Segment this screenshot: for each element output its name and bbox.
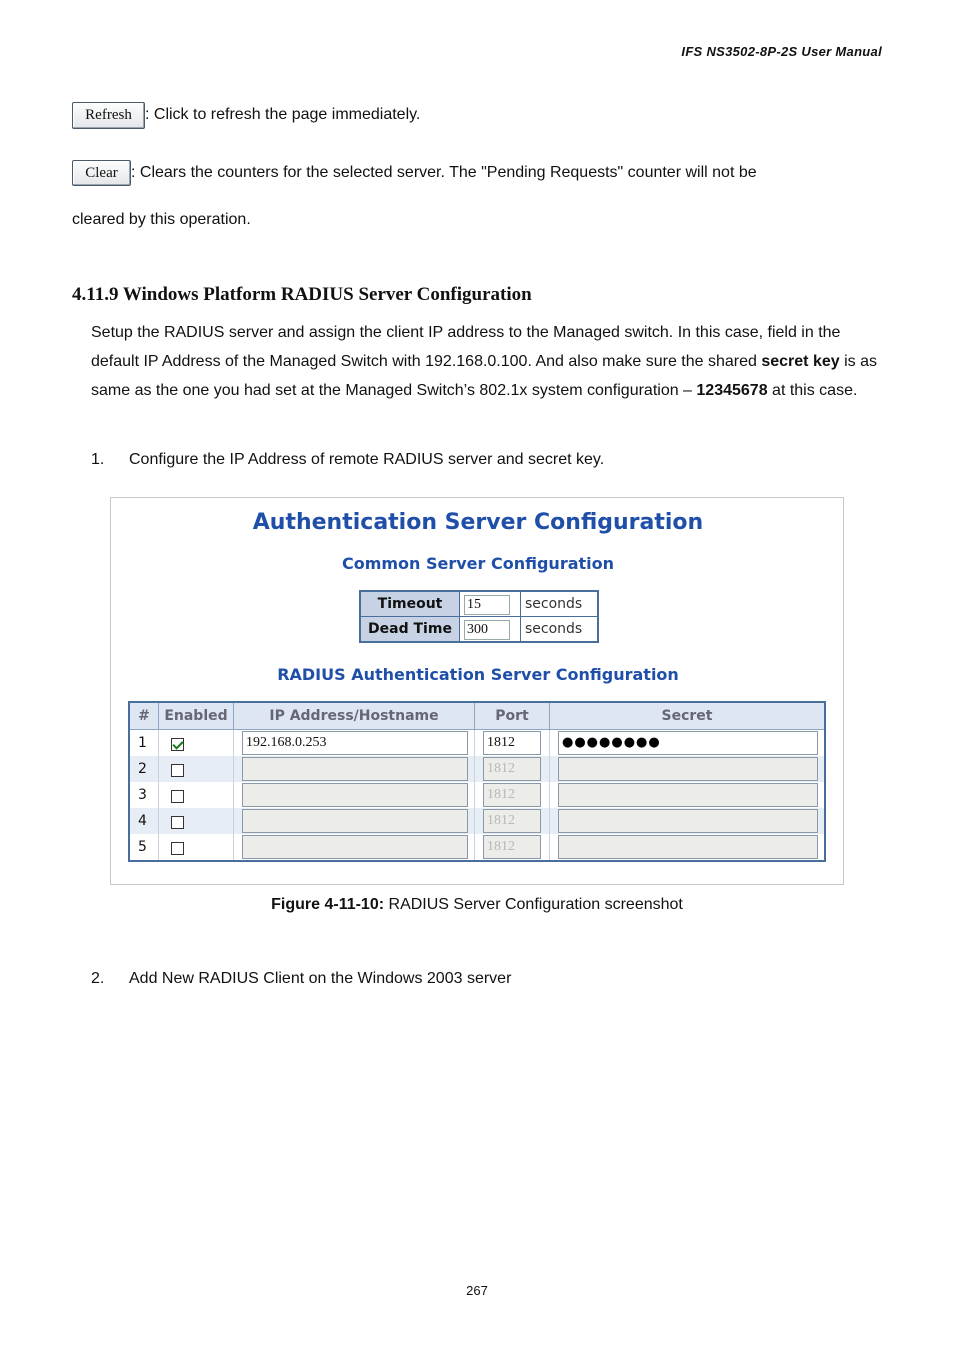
col-secret: Secret [550,702,826,730]
ip-address-input[interactable] [242,835,468,859]
figure-label: Figure 4-11-10: [271,896,385,913]
secret-input[interactable]: ●●●●●●●● [558,731,818,755]
secret-key-term: secret key [761,353,840,370]
table-row [129,834,825,861]
manual-header: IFS NS3502-8P-2S User Manual [681,44,882,59]
section-title: 4.11.9 Windows Platform RADIUS Server Configuration [72,284,532,305]
timeout-unit: seconds [521,591,599,617]
col-port: Port [475,702,550,730]
ip-address-input[interactable] [242,809,468,833]
secret-input[interactable] [558,783,818,807]
radius-auth-config-title: RADIUS Authentication Server Configuration [277,665,679,684]
step-1 [91,449,605,471]
timeout-input[interactable]: 15 [464,595,510,615]
enabled-checkbox[interactable] [171,816,184,829]
enabled-checkbox[interactable] [171,842,184,855]
deadtime-row [360,617,598,643]
table-header [129,702,825,730]
table-row [129,756,825,782]
row-number: 1 [129,730,159,757]
port-input[interactable]: 1812 [483,757,541,781]
step-number: 1. [91,451,105,468]
figure-caption-text: RADIUS Server Configuration screenshot [384,896,683,913]
refresh-button[interactable]: Refresh [72,102,145,129]
common-server-config-title: Common Server Configuration [341,554,615,573]
ip-address-input[interactable] [242,757,468,781]
port-input[interactable]: 1812 [483,731,541,755]
col-ip-address: IP Address/Hostname [234,702,475,730]
port-input[interactable]: 1812 [483,783,541,807]
secret-input[interactable] [558,835,818,859]
deadtime-unit: seconds [521,617,599,643]
enabled-checkbox[interactable] [171,738,184,751]
clear-button[interactable]: Clear [72,160,131,186]
table-row [129,808,825,834]
refresh-description [72,102,420,129]
clear-description-text: : Clears the counters for the selected server. The "Pending Requests" counter will not be [131,164,757,181]
refresh-description-text: : Click to refresh the page immediately. [145,106,421,123]
row-number: 3 [129,782,159,808]
page-number: 267 [466,1283,488,1298]
step-number: 2. [91,970,105,987]
secret-input[interactable] [558,809,818,833]
step-text: Add New RADIUS Client on the Windows 2003 server [129,970,512,987]
step-text: Configure the IP Address of remote RADIUS server and secret key. [129,451,605,468]
secret-key-value: 12345678 [696,382,768,399]
deadtime-input[interactable]: 300 [464,620,510,640]
auth-server-config-title: Authentication Server Configuration [252,510,704,535]
table-row [129,782,825,808]
step-2 [91,968,512,990]
figure-caption [0,896,954,914]
clear-description [72,160,757,186]
col-num: # [129,702,159,730]
deadtime-label: Dead Time [360,617,460,643]
clear-description-line2: cleared by this operation. [72,211,251,228]
table-row [129,730,825,757]
row-number: 2 [129,756,159,782]
ip-address-input[interactable]: 192.168.0.253 [242,731,468,755]
col-enabled: Enabled [159,702,234,730]
section-paragraph: Setup the RADIUS server and assign the client IP address to the Managed switch. In this case, field in the default IP Address of the Managed Switch with 192.168.0.100. And also make sure the shared secret key is as same as the one you had set at the Managed Switch’s 802.1x system configuration – 12345678 at this case. [91,324,877,399]
secret-input[interactable] [558,757,818,781]
radius-server-table [128,701,826,862]
radius-config-screenshot [110,497,844,885]
enabled-checkbox[interactable] [171,764,184,777]
timeout-label: Timeout [360,591,460,617]
port-input[interactable]: 1812 [483,835,541,859]
common-server-table [359,590,599,643]
enabled-checkbox[interactable] [171,790,184,803]
ip-address-input[interactable] [242,783,468,807]
row-number: 5 [129,834,159,861]
port-input[interactable]: 1812 [483,809,541,833]
row-number: 4 [129,808,159,834]
timeout-row [360,591,598,617]
